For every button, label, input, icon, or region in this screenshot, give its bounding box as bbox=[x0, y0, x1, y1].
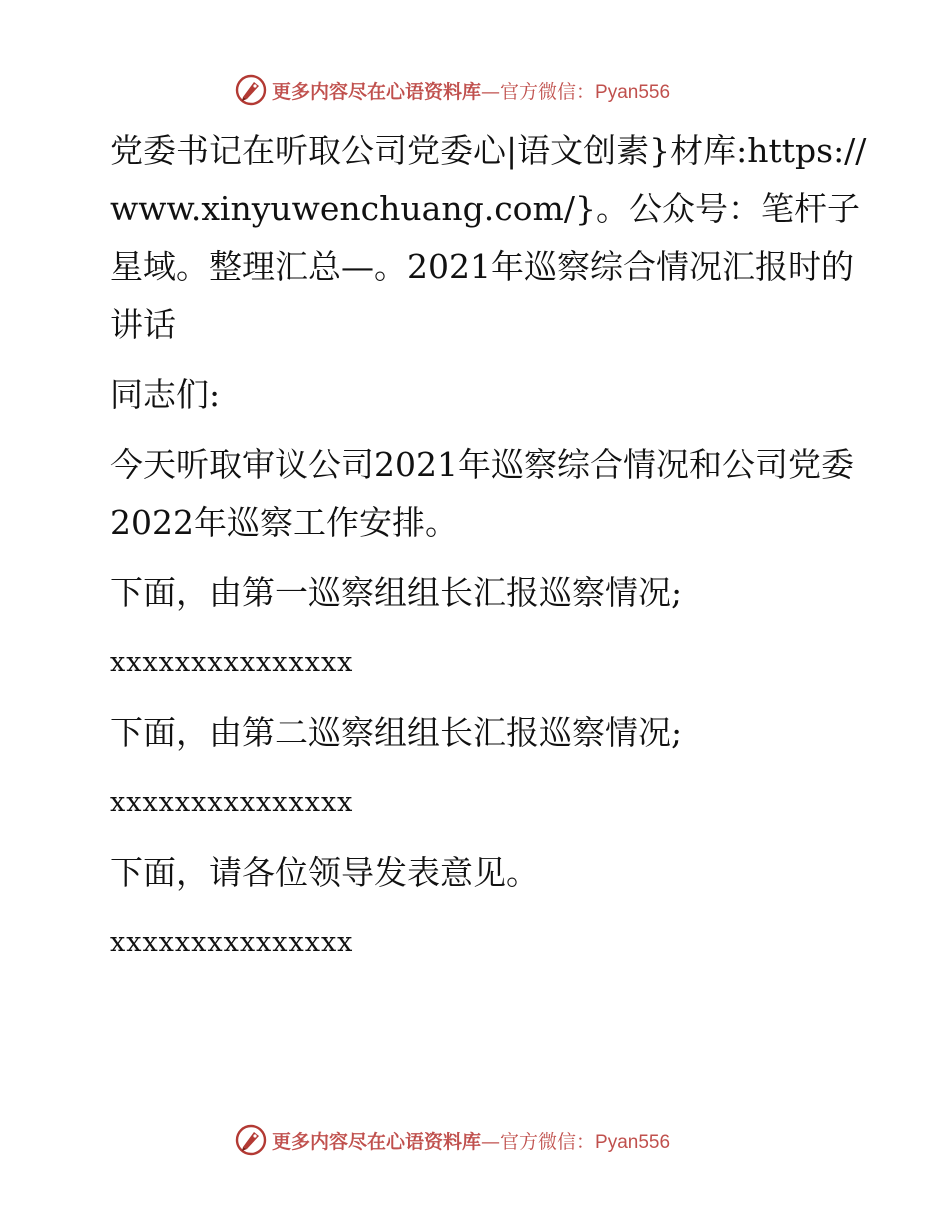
paragraph-second-group: 下面，由第二巡察组组长汇报巡察情况; bbox=[110, 713, 683, 752]
pen-nib-icon bbox=[234, 73, 268, 107]
footer-banner bbox=[234, 1120, 754, 1160]
banner-wechat-label: —官方微信： bbox=[481, 1130, 596, 1153]
header-banner bbox=[234, 70, 754, 110]
placeholder-line-2: xxxxxxxxxxxxxxx bbox=[110, 787, 354, 818]
banner-wechat-id: Pyan556 bbox=[595, 1131, 671, 1153]
paragraph-opening: 今天听取审议公司2021年巡察综合情况和公司党委2022年巡察工作安排。 bbox=[110, 445, 854, 542]
footer-banner-text bbox=[272, 1127, 670, 1154]
pen-nib-icon bbox=[234, 1123, 268, 1157]
paragraph-first-group: 下面，由第一巡察组组长汇报巡察情况; bbox=[110, 573, 683, 612]
banner-site-name: 更多内容尽在心语资料库 bbox=[272, 80, 482, 103]
banner-site-name: 更多内容尽在心语资料库 bbox=[272, 1130, 482, 1153]
paragraph-leader-comments: 下面，请各位领导发表意见。 bbox=[110, 853, 539, 892]
placeholder-line-1: xxxxxxxxxxxxxxx bbox=[110, 647, 354, 678]
greeting: 同志们: bbox=[110, 375, 221, 414]
document-body bbox=[98, 122, 868, 972]
banner-wechat-label: —官方微信： bbox=[481, 80, 596, 103]
placeholder-line-3: xxxxxxxxxxxxxxx bbox=[110, 927, 354, 958]
header-banner-text bbox=[272, 77, 670, 104]
document-title: 党委书记在听取公司党委心|语文创素}材库:https://www.xinyuwenchuang.com/}。公众号：笔杆子星域。整理汇总—。2021年巡察综合情况汇报时的讲话 bbox=[110, 131, 867, 344]
banner-wechat-id: Pyan556 bbox=[595, 81, 671, 103]
